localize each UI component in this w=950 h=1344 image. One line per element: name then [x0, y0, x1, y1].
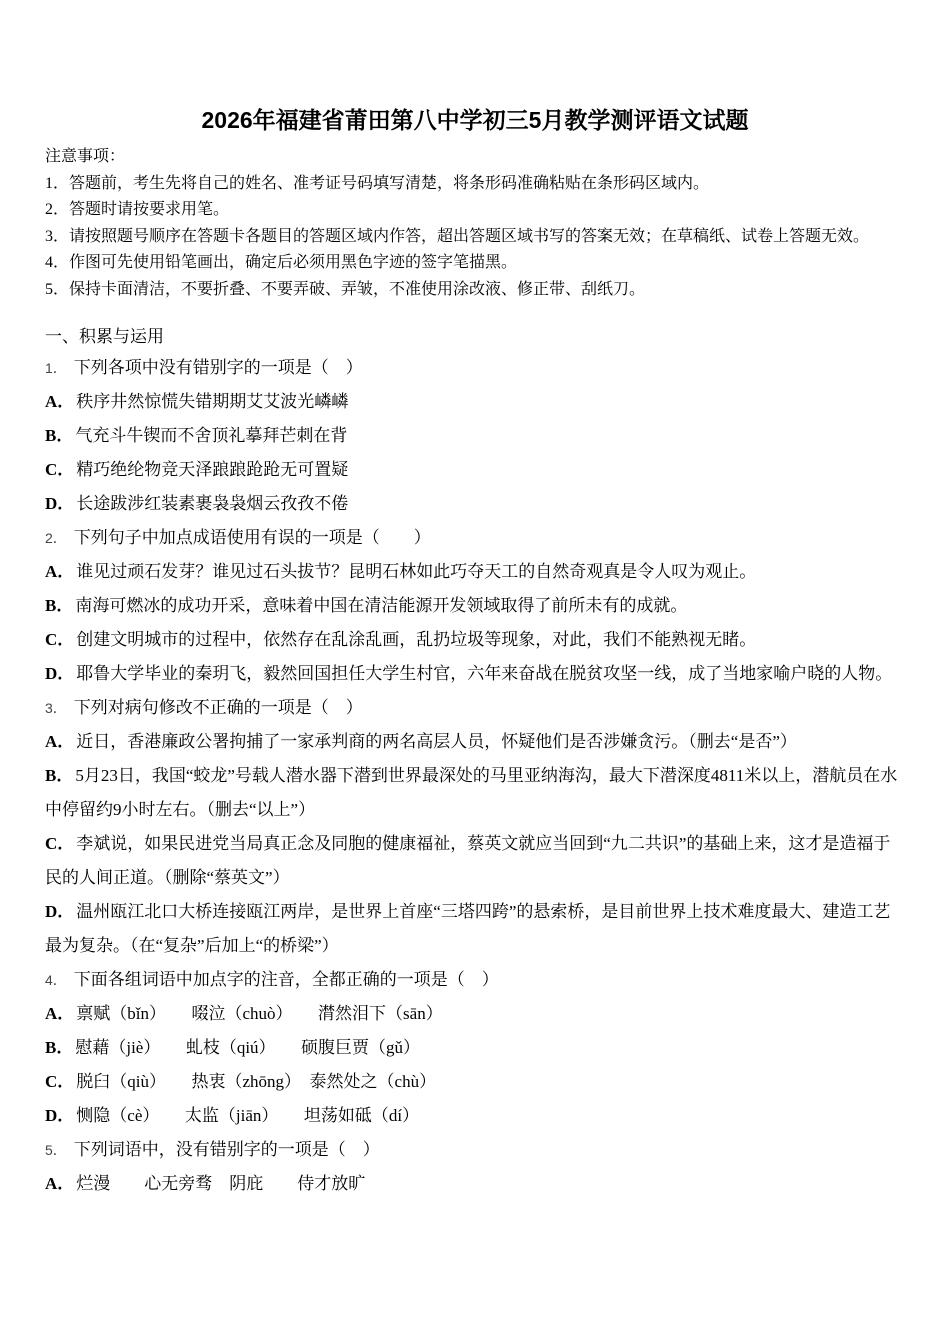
option-text: 禀赋（bǐn） 啜泣（chuò） 潸然泪下（sān）	[76, 1004, 443, 1023]
question-4-option-b	[45, 1031, 905, 1065]
question-2-option-a	[45, 555, 905, 589]
option-label: B．	[45, 1038, 74, 1057]
question-3-option-a	[45, 725, 905, 759]
question-number: 3．	[45, 700, 67, 716]
question-3-option-b	[45, 759, 905, 827]
question-5-stem	[45, 1133, 905, 1167]
question-1-option-d	[45, 487, 905, 521]
option-label: B．	[45, 426, 74, 445]
question-3-stem	[45, 691, 905, 725]
option-label: B．	[45, 596, 74, 615]
option-label: C．	[45, 834, 75, 853]
option-label: D．	[45, 1106, 75, 1125]
option-label: C．	[45, 1072, 75, 1091]
question-stem-text: 下列各项中没有错别字的一项是（ ）	[73, 358, 363, 377]
option-text: 慰藉（jiè） 虬枝（qiú） 硕腹巨贾（gǔ）	[75, 1038, 421, 1057]
question-4-option-d	[45, 1099, 905, 1133]
question-4-option-c	[45, 1065, 905, 1099]
questions-area	[45, 351, 905, 1201]
question-2-option-b	[45, 589, 905, 623]
option-text: 脱臼（qiù） 热衷（zhōng） 泰然处之（chù）	[76, 1072, 437, 1091]
question-2-option-c	[45, 623, 905, 657]
notice-item: 4．作图可先使用铅笔画出，确定后必须用黑色字迹的签字笔描黑。	[45, 254, 518, 271]
question-3-option-d	[45, 895, 905, 963]
notice-item: 2．答题时请按要求用笔。	[45, 201, 230, 218]
option-text: 精巧绝纶物竞天泽踉踉跄跄无可置疑	[76, 460, 349, 479]
question-5-option-a	[45, 1167, 905, 1201]
page-title: 2026年福建省莆田第八中学初三5月教学测评语文试题	[201, 107, 749, 133]
option-text: 长途跋涉红装素裹袅袅烟云孜孜不倦	[76, 494, 349, 513]
question-stem-text: 下列对病句修改不正确的一项是（ ）	[73, 698, 363, 717]
question-stem-text: 下面各组词语中加点字的注音，全都正确的一项是（ ）	[73, 970, 499, 989]
option-label: C．	[45, 460, 75, 479]
option-label: A．	[45, 1174, 75, 1193]
option-label: C．	[45, 630, 75, 649]
option-text: 李斌说，如果民进党当局真正念及同胞的健康福祉，蔡英文就应当回到“九二共识”的基础上来，这才是造福于民的人间正道。（删除“蔡英文”）	[45, 834, 891, 887]
option-text: 温州瓯江北口大桥连接瓯江两岸，是世界上首座“三塔四跨”的悬索桥，是目前世界上技术难度最大、建造工艺最为复杂。（在“复杂”后加上“的桥梁”）	[45, 902, 891, 955]
question-2-stem	[45, 521, 905, 555]
option-text: 南海可燃冰的成功开采，意味着中国在清洁能源开发领域取得了前所未有的成就。	[75, 596, 688, 615]
question-1-option-c	[45, 453, 905, 487]
option-text: 烂漫 心无旁骛 阴庇 侍才放旷	[76, 1174, 366, 1193]
question-number: 2．	[45, 530, 67, 546]
question-number: 5．	[45, 1142, 67, 1158]
question-number: 1．	[45, 360, 67, 376]
option-text: 5月23日，我国“蛟龙”号载人潜水器下潜到世界最深处的马里亚纳海沟，最大下潜深度4811米以上，潜航员在水中停留约9小时左右。（删去“以上”）	[45, 766, 898, 819]
option-label: D．	[45, 664, 75, 683]
notice-heading: 注意事项：	[45, 148, 126, 165]
notice-item: 1．答题前，考生先将自己的姓名、准考证号码填写清楚，将条形码准确粘贴在条形码区域内。	[45, 174, 710, 192]
option-text: 气充斗牛锲而不舍顶礼摹拜芒刺在背	[75, 426, 348, 445]
option-text: 耶鲁大学毕业的秦玥飞，毅然回国担任大学生村官，六年来奋战在脱贫攻坚一线，成了当地家喻户晓的人物。	[76, 664, 893, 683]
question-1-stem	[45, 351, 905, 385]
question-4-option-a	[45, 997, 905, 1031]
notice-item: 3．请按照题号顺序在答题卡各题目的答题区域内作答，超出答题区域书写的答案无效；在草稿纸、试卷上答题无效。	[45, 227, 870, 245]
question-1-option-b	[45, 419, 905, 453]
option-label: A．	[45, 392, 75, 411]
option-text: 谁见过顽石发芽？谁见过石头拔节？昆明石林如此巧夺天工的自然奇观真是令人叹为观止。	[76, 562, 757, 581]
option-text: 近日，香港廉政公署拘捕了一家承判商的两名高层人员，怀疑他们是否涉嫌贪污。（删去“是否”）	[76, 732, 797, 751]
option-label: D．	[45, 902, 75, 921]
question-stem-text: 下列词语中，没有错别字的一项是（ ）	[73, 1140, 380, 1159]
option-label: B．	[45, 766, 74, 785]
question-4-stem	[45, 963, 905, 997]
section-heading: 一、积累与运用	[45, 327, 164, 346]
question-number: 4．	[45, 972, 67, 988]
notice-item: 5．保持卡面清洁，不要折叠、不要弄破、弄皱，不准使用涂改液、修正带、刮纸刀。	[45, 280, 646, 298]
question-1-option-a	[45, 385, 905, 419]
option-label: A．	[45, 1004, 75, 1023]
option-label: A．	[45, 732, 75, 751]
question-stem-text: 下列句子中加点成语使用有误的一项是（ ）	[73, 528, 431, 547]
option-text: 秩序井然惊慌失错期期艾艾波光嶙嶙	[76, 392, 349, 411]
option-text: 创建文明城市的过程中，依然存在乱涂乱画，乱扔垃圾等现象，对此，我们不能熟视无睹。	[76, 630, 757, 649]
notice-section	[45, 144, 905, 303]
option-label: A．	[45, 562, 75, 581]
option-label: D．	[45, 494, 75, 513]
option-text: 恻隐（cè） 太监（jiān） 坦荡如砥（dí）	[76, 1106, 420, 1125]
question-3-option-c	[45, 827, 905, 895]
question-2-option-d	[45, 657, 905, 691]
